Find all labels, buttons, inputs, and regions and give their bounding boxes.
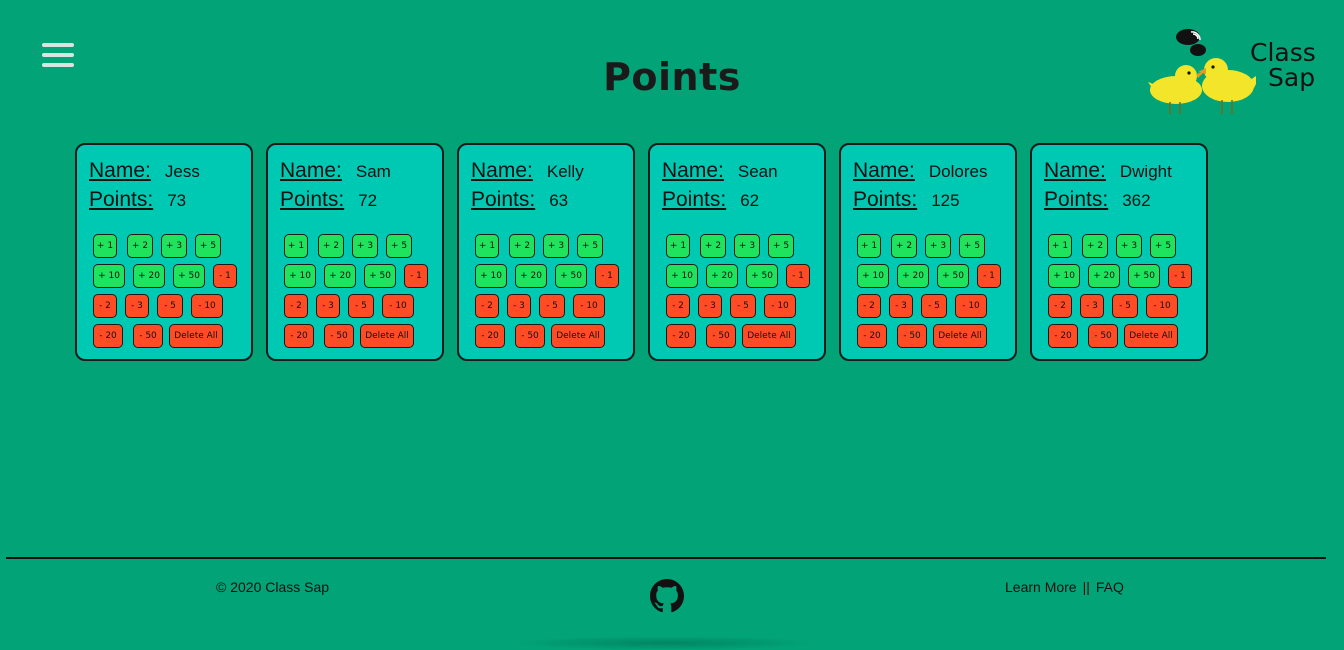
student-name: Kelly: [546, 162, 584, 181]
add-points-button[interactable]: + 1: [475, 234, 499, 258]
subtract-points-button[interactable]: - 50: [515, 324, 545, 348]
subtract-points-button[interactable]: - 2: [1048, 294, 1072, 318]
add-points-button[interactable]: + 20: [515, 264, 547, 288]
add-points-button[interactable]: + 5: [577, 234, 603, 258]
bottom-shadow: [510, 636, 820, 650]
add-points-button[interactable]: + 1: [1048, 234, 1072, 258]
student-name: Sam: [355, 162, 391, 181]
subtract-points-button[interactable]: - 3: [1080, 294, 1104, 318]
name-row: [662, 159, 778, 183]
subtract-points-button[interactable]: - 2: [93, 294, 117, 318]
points-label: Points:: [280, 188, 345, 211]
subtract-points-button[interactable]: - 10: [1146, 294, 1178, 318]
student-points: 63: [549, 191, 569, 210]
subtract-points-button[interactable]: - 10: [764, 294, 796, 318]
student-card: [457, 143, 635, 361]
logo-text: [1250, 40, 1316, 90]
student-name: Jess: [164, 162, 200, 181]
student-points: 73: [167, 191, 187, 210]
student-points: 72: [358, 191, 378, 210]
student-name: Dwight: [1119, 162, 1172, 181]
name-label: Name:: [853, 159, 915, 182]
footer-separator: ||: [1082, 579, 1090, 595]
name-row: [1044, 159, 1172, 183]
add-points-button[interactable]: + 3: [1116, 234, 1142, 258]
add-points-button[interactable]: + 20: [897, 264, 929, 288]
points-label: Points:: [471, 188, 536, 211]
points-row: [1044, 188, 1151, 212]
name-label: Name:: [1044, 159, 1106, 182]
subtract-points-button[interactable]: - 10: [573, 294, 605, 318]
subtract-points-button[interactable]: - 3: [316, 294, 340, 318]
add-points-button[interactable]: + 5: [1150, 234, 1176, 258]
student-card: [648, 143, 826, 361]
add-points-button[interactable]: + 3: [161, 234, 187, 258]
add-points-button[interactable]: + 2: [700, 234, 726, 258]
points-label: Points:: [1044, 188, 1109, 211]
subtract-points-button[interactable]: - 3: [507, 294, 531, 318]
subtract-points-button[interactable]: - 5: [539, 294, 565, 318]
subtract-points-button[interactable]: - 20: [857, 324, 887, 348]
subtract-points-button[interactable]: - 10: [955, 294, 987, 318]
delete-all-button[interactable]: Delete All: [742, 324, 796, 348]
page-title: Points: [603, 55, 741, 99]
student-card: [266, 143, 444, 361]
subtract-points-button[interactable]: - 10: [191, 294, 223, 318]
subtract-points-button[interactable]: - 1: [404, 264, 428, 288]
add-points-button[interactable]: + 50: [364, 264, 396, 288]
subtract-points-button[interactable]: - 1: [977, 264, 1001, 288]
subtract-points-button[interactable]: - 20: [1048, 324, 1078, 348]
subtract-points-button[interactable]: - 10: [382, 294, 414, 318]
subtract-points-button[interactable]: - 3: [125, 294, 149, 318]
add-points-button[interactable]: + 5: [195, 234, 221, 258]
footer-divider: [6, 557, 1326, 559]
subtract-points-button[interactable]: - 5: [921, 294, 947, 318]
add-points-button[interactable]: + 50: [1128, 264, 1160, 288]
class-sap-logo[interactable]: [1146, 28, 1326, 120]
points-row: [853, 188, 960, 212]
name-row: [89, 159, 200, 183]
subtract-points-button[interactable]: - 1: [786, 264, 810, 288]
add-points-button[interactable]: + 10: [284, 264, 316, 288]
student-card: [839, 143, 1017, 361]
subtract-points-button[interactable]: - 50: [706, 324, 736, 348]
points-row: [471, 188, 568, 212]
footer-copyright: © 2020 Class Sap: [216, 579, 330, 595]
name-row: [853, 159, 987, 183]
add-points-button[interactable]: + 3: [925, 234, 951, 258]
add-points-button[interactable]: + 5: [959, 234, 985, 258]
student-card: [75, 143, 253, 361]
birds-logo-icon: [1146, 28, 1256, 120]
subtract-points-button[interactable]: - 2: [284, 294, 308, 318]
student-name: Dolores: [928, 162, 988, 181]
subtract-points-button[interactable]: - 5: [730, 294, 756, 318]
student-points: 62: [740, 191, 760, 210]
add-points-button[interactable]: + 2: [1082, 234, 1108, 258]
student-card: [1030, 143, 1208, 361]
add-points-button[interactable]: + 2: [127, 234, 153, 258]
points-row: [89, 188, 186, 212]
faq-link[interactable]: FAQ: [1095, 579, 1124, 595]
add-points-button[interactable]: + 2: [318, 234, 344, 258]
delete-all-button[interactable]: Delete All: [1124, 324, 1178, 348]
subtract-points-button[interactable]: - 2: [666, 294, 690, 318]
student-name: Sean: [737, 162, 778, 181]
subtract-points-button[interactable]: - 50: [133, 324, 163, 348]
delete-all-button[interactable]: Delete All: [360, 324, 414, 348]
name-label: Name:: [280, 159, 342, 182]
footer-links: [1005, 579, 1124, 595]
add-points-button[interactable]: + 3: [734, 234, 760, 258]
add-points-button[interactable]: + 50: [937, 264, 969, 288]
points-row: [662, 188, 759, 212]
subtract-points-button[interactable]: - 1: [595, 264, 619, 288]
github-icon[interactable]: [650, 579, 684, 613]
logo-line-class: Class: [1250, 38, 1316, 67]
student-points: 362: [1122, 191, 1151, 210]
add-points-button[interactable]: + 50: [746, 264, 778, 288]
add-points-button[interactable]: + 5: [386, 234, 412, 258]
add-points-button[interactable]: + 1: [857, 234, 881, 258]
subtract-points-button[interactable]: - 2: [857, 294, 881, 318]
points-label: Points:: [662, 188, 727, 211]
subtract-points-button[interactable]: - 5: [157, 294, 183, 318]
subtract-points-button[interactable]: - 1: [213, 264, 237, 288]
points-label: Points:: [89, 188, 154, 211]
name-label: Name:: [662, 159, 724, 182]
name-row: [471, 159, 584, 183]
logo-line-sap: Sap: [1268, 63, 1316, 92]
add-points-button[interactable]: + 3: [543, 234, 569, 258]
add-points-button[interactable]: + 10: [93, 264, 125, 288]
subtract-points-button[interactable]: - 5: [1112, 294, 1138, 318]
name-label: Name:: [89, 159, 151, 182]
subtract-points-button[interactable]: - 20: [284, 324, 314, 348]
add-points-button[interactable]: + 5: [768, 234, 794, 258]
points-label: Points:: [853, 188, 918, 211]
delete-all-button[interactable]: Delete All: [933, 324, 987, 348]
add-points-button[interactable]: + 20: [1088, 264, 1120, 288]
learn-more-link[interactable]: Learn More: [1005, 579, 1077, 595]
add-points-button[interactable]: + 3: [352, 234, 378, 258]
subtract-points-button[interactable]: - 50: [897, 324, 927, 348]
subtract-points-button[interactable]: - 3: [698, 294, 722, 318]
subtract-points-button[interactable]: - 50: [324, 324, 354, 348]
add-points-button[interactable]: + 10: [857, 264, 889, 288]
delete-all-button[interactable]: Delete All: [169, 324, 223, 348]
add-points-button[interactable]: + 20: [324, 264, 356, 288]
student-points: 125: [931, 191, 960, 210]
add-points-button[interactable]: + 50: [555, 264, 587, 288]
add-points-button[interactable]: + 1: [93, 234, 117, 258]
name-row: [280, 159, 391, 183]
add-points-button[interactable]: + 50: [173, 264, 205, 288]
subtract-points-button[interactable]: - 5: [348, 294, 374, 318]
add-points-button[interactable]: + 1: [284, 234, 308, 258]
add-points-button[interactable]: + 20: [133, 264, 165, 288]
add-points-button[interactable]: + 10: [666, 264, 698, 288]
add-points-button[interactable]: + 20: [706, 264, 738, 288]
delete-all-button[interactable]: Delete All: [551, 324, 605, 348]
subtract-points-button[interactable]: - 1: [1168, 264, 1192, 288]
add-points-button[interactable]: + 2: [891, 234, 917, 258]
add-points-button[interactable]: + 1: [666, 234, 690, 258]
add-points-button[interactable]: + 2: [509, 234, 535, 258]
add-points-button[interactable]: + 10: [1048, 264, 1080, 288]
subtract-points-button[interactable]: - 50: [1088, 324, 1118, 348]
name-label: Name:: [471, 159, 533, 182]
subtract-points-button[interactable]: - 20: [93, 324, 123, 348]
subtract-points-button[interactable]: - 2: [475, 294, 499, 318]
subtract-points-button[interactable]: - 20: [666, 324, 696, 348]
points-row: [280, 188, 377, 212]
add-points-button[interactable]: + 10: [475, 264, 507, 288]
subtract-points-button[interactable]: - 3: [889, 294, 913, 318]
subtract-points-button[interactable]: - 20: [475, 324, 505, 348]
